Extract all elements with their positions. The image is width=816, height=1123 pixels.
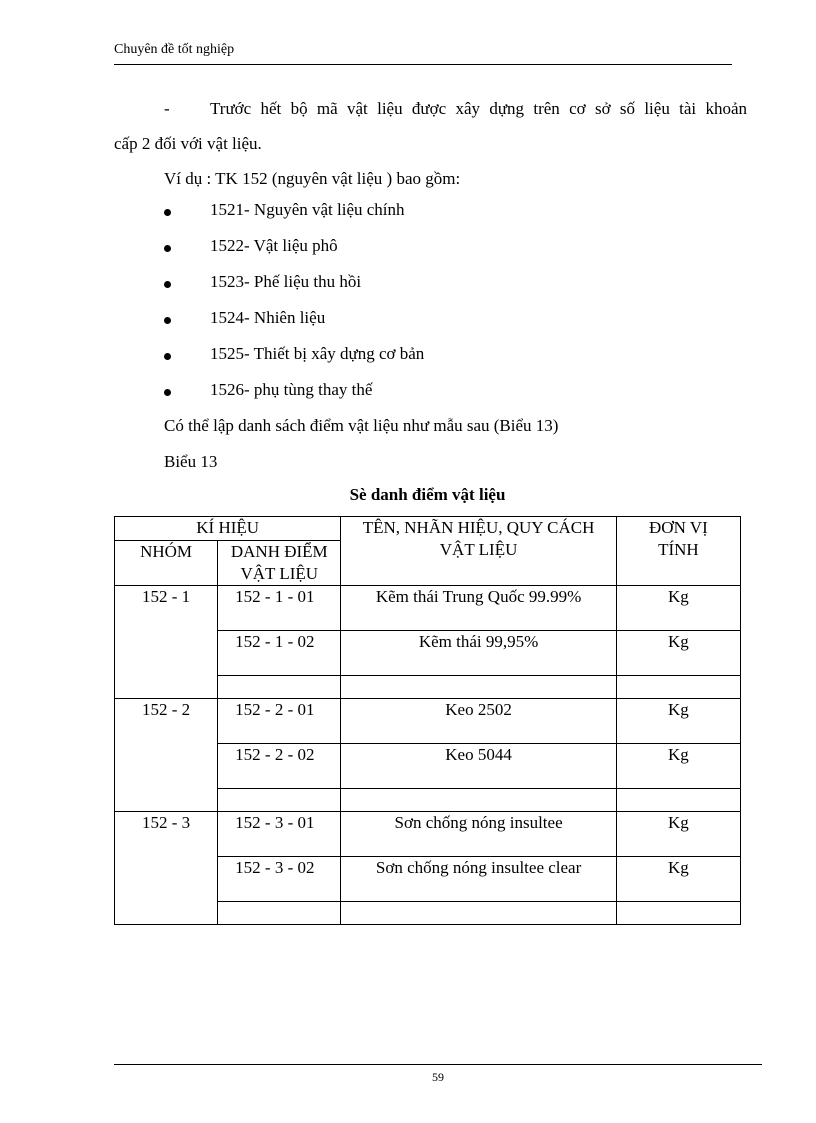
empty-cell (616, 789, 740, 812)
bullet-icon (164, 281, 171, 288)
bullet-icon (164, 353, 171, 360)
empty-cell (218, 789, 341, 812)
header-group: NHÓM (115, 541, 218, 586)
header-name (341, 517, 616, 586)
empty-cell (218, 902, 341, 925)
group-cell: 152 - 1 (115, 586, 218, 699)
empty-cell (341, 789, 616, 812)
header-unit-line1: ĐƠN VỊ (649, 518, 708, 537)
unit-cell: Kg (616, 586, 740, 631)
unit-cell: Kg (616, 812, 740, 857)
bullet-icon (164, 317, 171, 324)
unit-cell: Kg (616, 744, 740, 789)
empty-cell (616, 902, 740, 925)
bullet-icon (164, 209, 171, 216)
code-cell: 152 - 3 - 01 (218, 812, 341, 857)
name-cell: Sơn chống nóng insultee clear (341, 857, 616, 902)
name-cell: Keo 5044 (341, 744, 616, 789)
header-name-line1: TÊN, NHÃN HIỆU, QUY CÁCH (362, 518, 595, 537)
unit-cell: Kg (616, 631, 740, 676)
empty-cell (341, 676, 616, 699)
code-cell: 152 - 3 - 02 (218, 857, 341, 902)
list-item-text: 1522- Vật liệu phô (210, 236, 338, 255)
code-cell: 152 - 1 - 02 (218, 631, 341, 676)
empty-cell (616, 676, 740, 699)
header-code (218, 541, 341, 586)
name-cell: Keo 2502 (341, 699, 616, 744)
table-label: Biểu 13 (164, 452, 218, 471)
list-item-text: 1526- phụ tùng thay thế (210, 380, 373, 399)
list-item-text: 1524- Nhiên liệu (210, 308, 326, 327)
name-cell: Sơn chống nóng insultee (341, 812, 616, 857)
example-text: Ví dụ : TK 152 (nguyên vật liệu ) bao gồm: (164, 169, 461, 188)
header-divider (114, 64, 732, 65)
header-name-line2: VẬT LIỆU (439, 540, 518, 559)
footer-divider (114, 1064, 762, 1065)
code-cell: 152 - 2 - 02 (218, 744, 341, 789)
name-cell: Kẽm thái 99,95% (341, 631, 616, 676)
code-cell: 152 - 1 - 01 (218, 586, 341, 631)
intro-paragraph-line1: Trước hết bộ mã vật liệu được xây dựng trên cơ sở số liệu tài khoản (210, 99, 747, 118)
table-row (115, 699, 741, 744)
list-item-text: 1523- Phế liệu thu hồi (210, 272, 362, 291)
list-item-text: 1521- Nguyên vật liệu chính (210, 200, 405, 219)
unit-cell: Kg (616, 699, 740, 744)
table-header-row (115, 517, 741, 541)
header-code-line2: VẬT LIỆU (240, 564, 319, 583)
table-row (115, 812, 741, 857)
list-item-text: 1525- Thiết bị xây dựng cơ bản (210, 344, 425, 363)
empty-cell (341, 902, 616, 925)
table-title: Sè danh điểm vật liệu (349, 485, 506, 504)
header-symbol: KÍ HIỆU (115, 517, 341, 541)
page-number: 59 (432, 1070, 444, 1084)
group-cell: 152 - 3 (115, 812, 218, 925)
bullet-icon (164, 389, 171, 396)
code-cell: 152 - 2 - 01 (218, 699, 341, 744)
name-cell: Kẽm thái Trung Quốc 99.99% (341, 586, 616, 631)
header-unit (616, 517, 740, 586)
table-row (115, 586, 741, 631)
empty-cell (218, 676, 341, 699)
header-code-line1: DANH ĐIỂM (230, 542, 328, 561)
intro-dash: - (164, 99, 170, 118)
unit-cell: Kg (616, 857, 740, 902)
group-cell: 152 - 2 (115, 699, 218, 812)
intro-paragraph-line2: cấp 2 đối với vật liệu. (114, 134, 262, 153)
materials-table (114, 516, 741, 925)
bullet-icon (164, 245, 171, 252)
header-unit-line2: TÍNH (658, 540, 699, 559)
list-intro-text: Có thể lập danh sách điểm vật liệu như mẫu sau (Biểu 13) (164, 416, 559, 435)
header-title: Chuyên đề tốt nghiệp (114, 42, 235, 57)
